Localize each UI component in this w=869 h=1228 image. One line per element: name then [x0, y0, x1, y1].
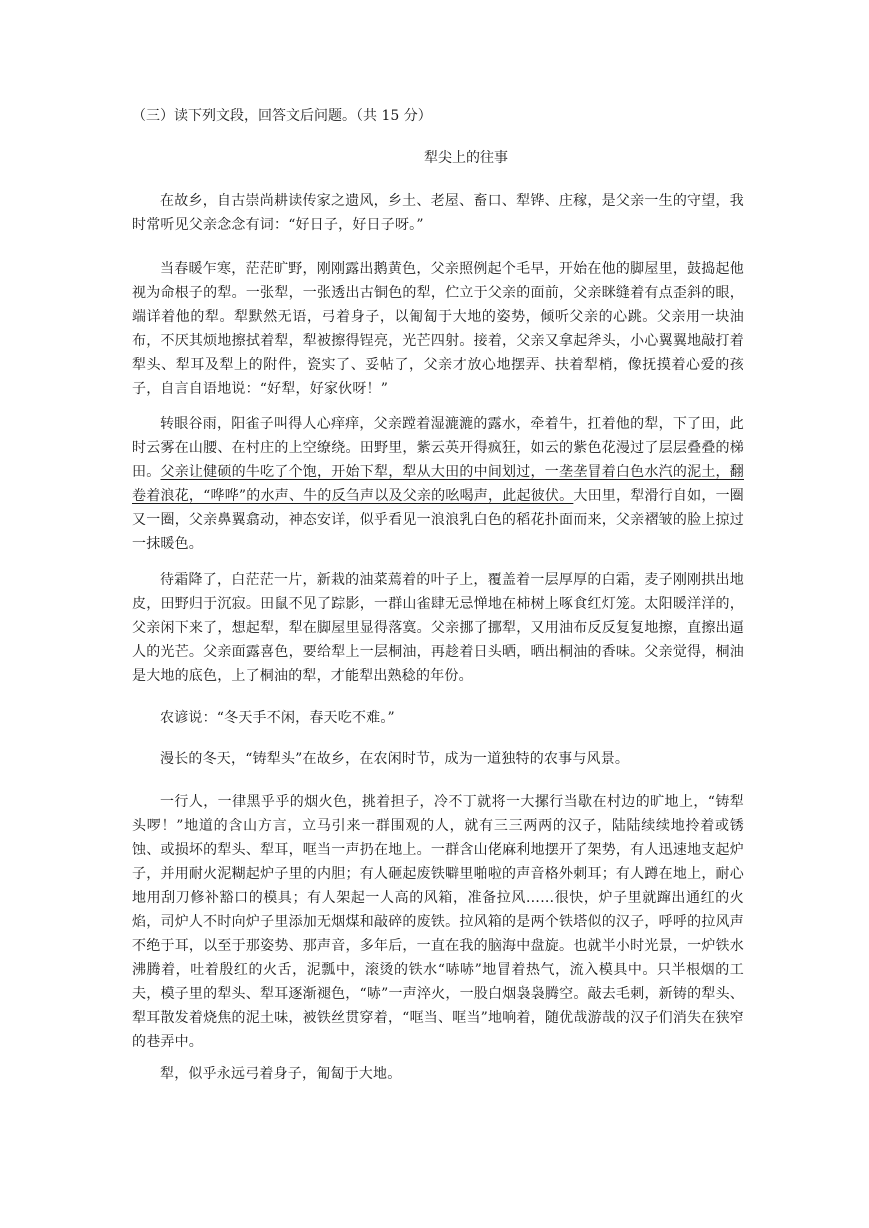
underlined-sentence: 父亲让健硕的牛吃了个饱，开始下犁，犁从大田的中间划过，一垄垄冒着白色水汽的泥土，翻卷着浪花，“哗哗”的水声、牛的反刍声以及父亲的吆喝声，此起彼伏。 — [132, 464, 744, 504]
paragraph-3-text: 转眼谷雨，阳雀子叫得人心痒痒，父亲蹚着湿漉漉的露水，牵着牛，扛着他的犁，下了田，此时云雾在山腰、在村庄的上空缭绕。田野里，紫云英开得疯狂，如云的紫色花漫过了层层叠叠的梯田。 — [132, 416, 744, 480]
paragraph-1: 在故乡，自古崇尚耕读传家之遗风，乡土、老屋、畜口、犁铧、庄稼，是父亲一生的守望，我时常听见父亲念念有词：“好日子，好日子呀。” — [132, 193, 744, 233]
paragraph-5: 农谚说：“冬天手不闲，春天吃不难。” — [160, 710, 395, 726]
paragraph-3-text-end: 大田里，犁滑行自如，一圈又一圈，父亲鼻翼翕动，神态安详，似乎看见一浪浪乳白色的稻花扑面而来，父亲褶皱的脸上掠过一抹暖色。 — [132, 488, 744, 552]
paragraph-6: 漫长的冬天，“铸犁头”在故乡，在农闲时节，成为一道独特的农事与风景。 — [160, 751, 630, 767]
paragraph-2: 当春暖乍寒，茫茫旷野，刚刚露出鹅黄色，父亲照例起个毛早，开始在他的脚屋里，鼓捣起他视为命根子的犁。一张犁，一张透出古铜色的犁，伫立于父亲的面前，父亲眯缝着有点歪斜的眼，端详着他的犁。犁默然无语，弓着身子，以匍匐于大地的姿势，倾听父亲的心跳。父亲用一块油布，不厌其烦地擦拭着犁，犁被擦得锃亮，光芒四射。接着，父亲又拿起斧头，小心翼翼地敲打着犁头、犁耳及犁上的附件，瓷实了、妥帖了，父亲才放心地摆弄、扶着犁梢，像抚摸着心爱的孩子，自言自语地说：“好犁，好家伙呀！” — [132, 261, 744, 397]
paragraph-4: 待霜降了，白茫茫一片，新栽的油菜蔫着的叶子上，覆盖着一层厚厚的白霜，麦子刚刚拱出地皮，田野归于沉寂。田鼠不见了踪影，一群山雀肆无忌惮地在柿树上啄食红灯笼。太阳暖洋洋的，父亲闲下来了，想起犁，犁在脚屋里显得落寞。父亲挪了挪犁，又用油布反反复复地擦，直擦出逼人的光芒。父亲面露喜色，要给犁上一层桐油，再趁着日头晒，晒出桐油的香味。父亲觉得，桐油是大地的底色，上了桐油的犁，才能犁出熟稔的年份。 — [132, 572, 744, 684]
paragraph-7: 一行人，一律黑乎乎的烟火色，挑着担子，冷不丁就将一大摞行当歇在村边的旷地上，“铸犁头啰！”地道的含山方言，立马引来一群围观的人，就有三三两两的汉子，陆陆续续地拎着或锈蚀、或损坏的犁头、犁耳，哐当一声扔在地上。一群含山佬麻利地摆开了架势，有人迅速地支起炉子，并用耐火泥糊起炉子里的内胆；有人砸起废铁噼里啪啦的声音格外刺耳；有人蹲在地上，耐心地用刮刀修补豁口的模具；有人架起一人高的风箱，准备拉风……很快，炉子里就蹿出通红的火焰，司炉人不时向炉子里添加无烟煤和敲碎的废铁。拉风箱的是两个铁塔似的汉子，呼呼的拉风声不绝于耳，以至于那姿势、那声音，多年后，一直在我的脑海中盘旋。也就半小时光景，一炉铁水沸腾着，吐着殷红的火舌，泥瓢中，滚烫的铁水“哧哧”地冒着热气，流入模具中。只半根烟的工夫，模子里的犁头、犁耳逐渐褪色，“哧”一声淬火，一股白烟袅袅腾空。敲去毛刺，新铸的犁头、犁耳散发着烧焦的泥土味，被铁丝贯穿着，“哐当、哐当”地响着，随优哉游哉的汉子们消失在狭窄的巷弄中。 — [132, 794, 744, 1050]
paragraph-3 — [132, 412, 744, 556]
article-title: 犁尖上的往事 — [424, 150, 508, 166]
section-heading: （三）读下列文段，回答文后问题。（共 15 分） — [132, 108, 432, 124]
paragraph-8: 犁，似乎永远弓着身子，匍匐于大地。 — [160, 1066, 402, 1082]
